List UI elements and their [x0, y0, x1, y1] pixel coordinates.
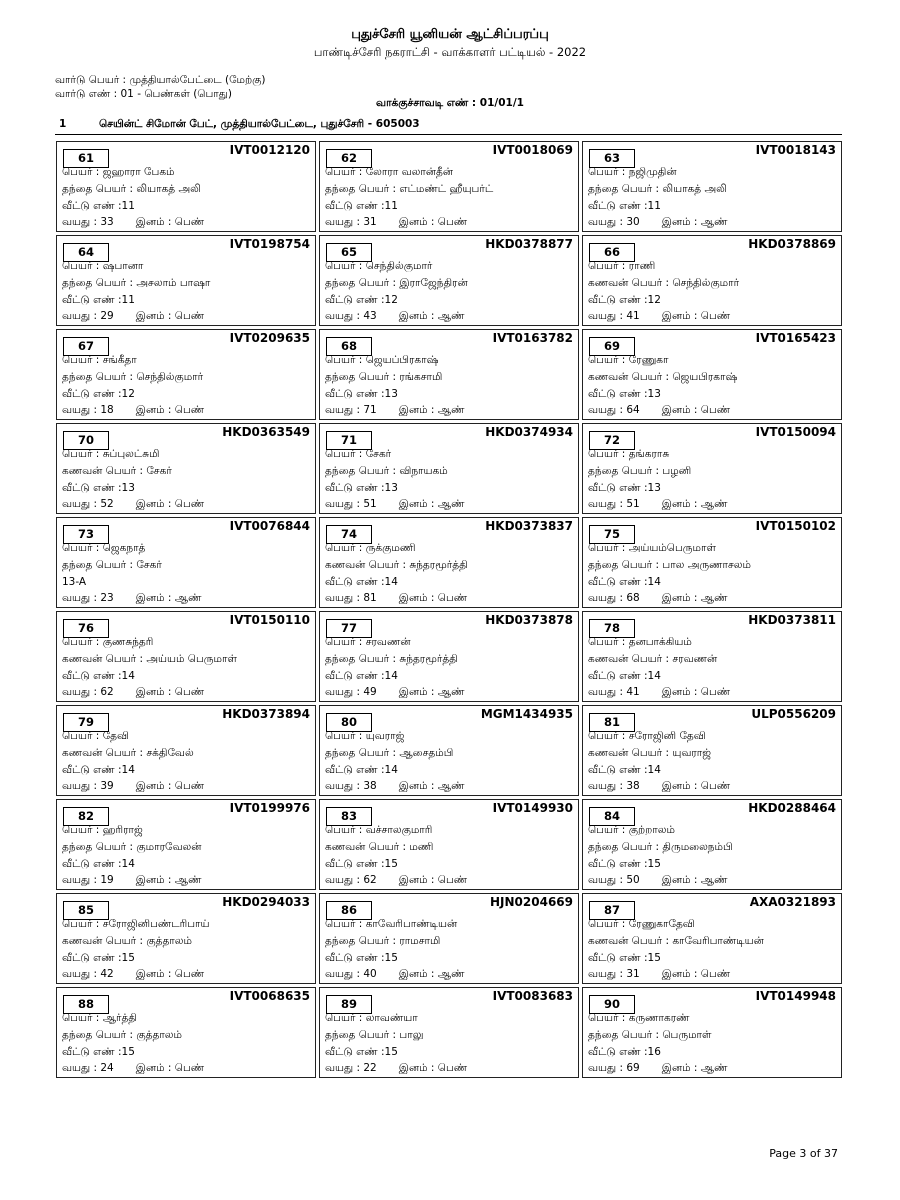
epic-number: HKD0378877	[485, 237, 573, 251]
serial-number: 63	[589, 149, 635, 168]
relation-name: தந்தை பெயர் : ராமசாமி	[325, 935, 441, 947]
gender: இனம் : பெண்	[398, 1062, 468, 1074]
voter-card	[319, 235, 579, 326]
gender: இனம் : பெண்	[398, 216, 468, 228]
house-number: வீட்டு எண் :13	[588, 482, 661, 494]
serial-number: 65	[326, 243, 372, 262]
epic-number: IVT0018069	[492, 143, 573, 157]
relation-name: தந்தை பெயர் : பழனி	[588, 465, 692, 477]
relation-name: தந்தை பெயர் : விநாயகம்	[325, 465, 448, 477]
age: வயது : 42	[62, 968, 114, 980]
serial-number: 86	[326, 901, 372, 920]
age: வயது : 31	[325, 216, 377, 228]
section-number: 1	[59, 118, 67, 130]
gender: இனம் : பெண்	[135, 686, 205, 698]
voter-name: பெயர் : காவேரிபாண்டியன்	[325, 918, 458, 930]
serial-number: 84	[589, 807, 635, 826]
voter-card	[319, 799, 579, 890]
epic-number: IVT0198754	[229, 237, 310, 251]
serial-number: 76	[63, 619, 109, 638]
voter-name: பெயர் : தேவி	[62, 730, 129, 742]
voter-card	[56, 799, 316, 890]
voter-name: பெயர் : சேகர்	[325, 448, 392, 460]
section-header	[55, 118, 842, 135]
gender: இனம் : பெண்	[135, 780, 205, 792]
epic-number: IVT0199976	[229, 801, 310, 815]
epic-number: IVT0150094	[755, 425, 836, 439]
relation-name: தந்தை பெயர் : திருமலைநம்பி	[588, 841, 733, 853]
relation-name: தந்தை பெயர் : லியாகத் அலி	[62, 183, 201, 195]
house-number: வீட்டு எண் :14	[588, 576, 661, 588]
gender: இனம் : ஆண்	[135, 592, 202, 604]
epic-number: HKD0288464	[748, 801, 836, 815]
relation-name: தந்தை பெயர் : குத்தாலம்	[62, 1029, 182, 1041]
house-number: வீட்டு எண் :14	[588, 764, 661, 776]
gender: இனம் : பெண்	[135, 216, 205, 228]
voter-card	[582, 799, 842, 890]
house-number: வீட்டு எண் :15	[588, 858, 661, 870]
voter-card	[319, 611, 579, 702]
voter-card	[56, 705, 316, 796]
voter-card	[582, 893, 842, 984]
voter-card	[319, 517, 579, 608]
gender: இனம் : பெண்	[398, 592, 468, 604]
voter-card	[56, 235, 316, 326]
serial-number: 73	[63, 525, 109, 544]
serial-number: 71	[326, 431, 372, 450]
age: வயது : 41	[588, 310, 640, 322]
house-number: வீட்டு எண் :15	[325, 1046, 398, 1058]
age: வயது : 43	[325, 310, 377, 322]
relation-name: கணவன் பெயர் : காவேரிபாண்டியன்	[588, 935, 764, 947]
voter-name: பெயர் : சுப்புலட்சுமி	[62, 448, 160, 460]
voter-name: பெயர் : குணசுந்தரி	[62, 636, 154, 648]
age-gender-row	[325, 216, 467, 229]
age: வயது : 18	[62, 404, 114, 416]
age-gender-row	[588, 780, 730, 793]
booth-number: வாக்குச்சாவடி எண் : 01/01/1	[376, 97, 524, 109]
epic-number: IVT0163782	[492, 331, 573, 345]
ward-number: வார்டு எண் : 01 - பெண்கள் (பொது)	[55, 88, 232, 100]
epic-number: HKD0373811	[748, 613, 836, 627]
voter-card	[582, 611, 842, 702]
house-number: வீட்டு எண் :13	[325, 388, 398, 400]
gender: இனம் : ஆண்	[398, 968, 465, 980]
gender: இனம் : ஆண்	[661, 592, 728, 604]
age: வயது : 51	[325, 498, 377, 510]
serial-number: 61	[63, 149, 109, 168]
house-number: வீட்டு எண் :14	[62, 858, 135, 870]
voter-name: பெயர் : குற்றாலம்	[588, 824, 675, 836]
house-number: வீட்டு எண் :16	[588, 1046, 661, 1058]
voter-card	[582, 329, 842, 420]
epic-number: HKD0374934	[485, 425, 573, 439]
age: வயது : 31	[588, 968, 640, 980]
age-gender-row	[325, 780, 464, 793]
house-number: வீட்டு எண் :14	[325, 670, 398, 682]
voter-card	[582, 517, 842, 608]
relation-name: கணவன் பெயர் : சக்திவேல்	[62, 747, 194, 759]
house-number: வீட்டு எண் :12	[325, 294, 398, 306]
age-gender-row	[62, 592, 201, 605]
voter-card	[582, 423, 842, 514]
voter-card	[319, 329, 579, 420]
gender: இனம் : பெண்	[661, 310, 731, 322]
voter-card	[582, 987, 842, 1078]
house-number: வீட்டு எண் :11	[588, 200, 661, 212]
serial-number: 72	[589, 431, 635, 450]
gender: இனம் : ஆண்	[661, 1062, 728, 1074]
house-number: வீட்டு எண் :11	[62, 294, 135, 306]
age-gender-row	[588, 1062, 727, 1075]
gender: இனம் : ஆண்	[661, 216, 728, 228]
relation-name: கணவன் பெயர் : செந்தில்குமார்	[588, 277, 740, 289]
voter-name: பெயர் : அய்யம்பெருமாள்	[588, 542, 716, 554]
age-gender-row	[325, 310, 464, 323]
epic-number: IVT0068635	[229, 989, 310, 1003]
relation-name: தந்தை பெயர் : பால அருணாசலம்	[588, 559, 751, 571]
serial-number: 69	[589, 337, 635, 356]
relation-name: கணவன் பெயர் : யுவராஜ்	[588, 747, 712, 759]
epic-number: IVT0076844	[229, 519, 310, 533]
age: வயது : 69	[588, 1062, 640, 1074]
voter-name: பெயர் : வச்சாலகுமாரி	[325, 824, 433, 836]
epic-number: IVT0083683	[492, 989, 573, 1003]
age: வயது : 39	[62, 780, 114, 792]
voter-name: பெயர் : தங்கராசு	[588, 448, 670, 460]
gender: இனம் : பெண்	[661, 780, 731, 792]
house-number: வீட்டு எண் :15	[62, 952, 135, 964]
page-title: புதுச்சேரி யூனியன் ஆட்சிப்பரப்பு	[351, 27, 549, 42]
voter-card	[582, 235, 842, 326]
age: வயது : 49	[325, 686, 377, 698]
voter-name: பெயர் : ருக்குமணி	[325, 542, 416, 554]
voter-card	[56, 611, 316, 702]
serial-number: 77	[326, 619, 372, 638]
epic-number: HJN0204669	[490, 895, 573, 909]
serial-number: 79	[63, 713, 109, 732]
voter-card	[319, 987, 579, 1078]
voter-card	[319, 141, 579, 232]
relation-name: கணவன் பெயர் : மணி	[325, 841, 434, 853]
age-gender-row	[62, 780, 204, 793]
voter-card	[582, 141, 842, 232]
voter-card	[582, 705, 842, 796]
serial-number: 78	[589, 619, 635, 638]
epic-number: HKD0373894	[222, 707, 310, 721]
house-number: 13-A	[62, 576, 87, 588]
relation-name: தந்தை பெயர் : செந்தில்குமார்	[62, 371, 204, 383]
house-number: வீட்டு எண் :15	[325, 952, 398, 964]
gender: இனம் : பெண்	[661, 968, 731, 980]
age-gender-row	[325, 404, 464, 417]
serial-number: 81	[589, 713, 635, 732]
gender: இனம் : பெண்	[135, 310, 205, 322]
relation-name: தந்தை பெயர் : சேகர்	[62, 559, 162, 571]
age: வயது : 38	[325, 780, 377, 792]
gender: இனம் : ஆண்	[135, 874, 202, 886]
age-gender-row	[588, 404, 730, 417]
epic-number: HKD0378869	[748, 237, 836, 251]
age-gender-row	[325, 874, 467, 887]
epic-number: IVT0150110	[229, 613, 310, 627]
age: வயது : 51	[588, 498, 640, 510]
house-number: வீட்டு எண் :13	[588, 388, 661, 400]
epic-number: IVT0150102	[755, 519, 836, 533]
age-gender-row	[325, 1062, 467, 1075]
epic-number: AXA0321893	[749, 895, 836, 909]
voter-name: பெயர் : யுவராஜ்	[325, 730, 405, 742]
age: வயது : 24	[62, 1062, 114, 1074]
relation-name: கணவன் பெயர் : சுந்தரமூர்த்தி	[325, 559, 468, 571]
voter-card	[56, 329, 316, 420]
voter-name: பெயர் : ஹரிராஜ்	[62, 824, 143, 836]
voter-name: பெயர் : கருணாகரண்	[588, 1012, 690, 1024]
voter-name: பெயர் : சரவணன்	[325, 636, 411, 648]
voter-card	[56, 517, 316, 608]
voter-name: பெயர் : சரோஜினி தேவி	[588, 730, 706, 742]
epic-number: IVT0149948	[755, 989, 836, 1003]
age-gender-row	[62, 968, 204, 981]
gender: இனம் : பெண்	[135, 1062, 205, 1074]
age-gender-row	[62, 310, 204, 323]
gender: இனம் : ஆண்	[661, 874, 728, 886]
voter-card	[56, 423, 316, 514]
voter-card	[319, 705, 579, 796]
house-number: வீட்டு எண் :13	[62, 482, 135, 494]
ward-name: வார்டு பெயர் : முத்தியால்பேட்டை (மேற்கு)	[55, 74, 266, 86]
gender: இனம் : ஆண்	[398, 780, 465, 792]
voter-name: பெயர் : சங்கீதா	[62, 354, 137, 366]
age: வயது : 22	[325, 1062, 377, 1074]
epic-number: IVT0018143	[755, 143, 836, 157]
serial-number: 82	[63, 807, 109, 826]
age-gender-row	[588, 968, 730, 981]
epic-number: HKD0373878	[485, 613, 573, 627]
age-gender-row	[62, 216, 204, 229]
house-number: வீட்டு எண் :11	[325, 200, 398, 212]
epic-number: HKD0373837	[485, 519, 573, 533]
serial-number: 62	[326, 149, 372, 168]
house-number: வீட்டு எண் :14	[325, 764, 398, 776]
house-number: வீட்டு எண் :15	[325, 858, 398, 870]
relation-name: கணவன் பெயர் : சரவணன்	[588, 653, 718, 665]
gender: இனம் : பெண்	[398, 874, 468, 886]
gender: இனம் : பெண்	[135, 498, 205, 510]
voter-card	[56, 893, 316, 984]
serial-number: 85	[63, 901, 109, 920]
gender: இனம் : பெண்	[135, 968, 205, 980]
age: வயது : 33	[62, 216, 114, 228]
page-subtitle: பாண்டிச்சேரி நகராட்சி - வாக்காளர் பட்டியல் - 2022	[313, 45, 587, 59]
gender: இனம் : பெண்	[661, 404, 731, 416]
serial-number: 66	[589, 243, 635, 262]
serial-number: 87	[589, 901, 635, 920]
relation-name: கணவன் பெயர் : ஜெயபிரகாஷ்	[588, 371, 738, 383]
voter-name: பெயர் : ஜஹாரா பேகம்	[62, 166, 175, 178]
voter-name: பெயர் : ரேணுகா	[588, 354, 669, 366]
epic-number: HKD0363549	[222, 425, 310, 439]
voter-name: பெயர் : லாவண்யா	[325, 1012, 418, 1024]
age: வயது : 23	[62, 592, 114, 604]
serial-number: 83	[326, 807, 372, 826]
voter-name: பெயர் : ராணி	[588, 260, 656, 272]
serial-number: 75	[589, 525, 635, 544]
epic-number: IVT0209635	[229, 331, 310, 345]
relation-name: தந்தை பெயர் : ஆசைதம்பி	[325, 747, 454, 759]
serial-number: 64	[63, 243, 109, 262]
age: வயது : 38	[588, 780, 640, 792]
voter-card	[319, 893, 579, 984]
epic-number: IVT0165423	[755, 331, 836, 345]
age: வயது : 52	[62, 498, 114, 510]
relation-name: தந்தை பெயர் : பாலு	[325, 1029, 424, 1041]
serial-number: 88	[63, 995, 109, 1014]
serial-number: 70	[63, 431, 109, 450]
house-number: வீட்டு எண் :14	[588, 670, 661, 682]
house-number: வீட்டு எண் :14	[325, 576, 398, 588]
age-gender-row	[62, 686, 204, 699]
age: வயது : 62	[62, 686, 114, 698]
age: வயது : 29	[62, 310, 114, 322]
age-gender-row	[588, 498, 727, 511]
section-name: செயின்ட் சிமோன் பேட், முத்தியால்பேட்டை, புதுச்சேரி - 605003	[99, 118, 420, 130]
relation-name: தந்தை பெயர் : இராஜேந்திரன்	[325, 277, 468, 289]
age-gender-row	[588, 686, 730, 699]
gender: இனம் : ஆண்	[398, 498, 465, 510]
voter-name: பெயர் : லோரா வலான்தீன்	[325, 166, 454, 178]
relation-name: தந்தை பெயர் : சுந்தரமூர்த்தி	[325, 653, 458, 665]
relation-name: தந்தை பெயர் : அசலாம் பாஷா	[62, 277, 211, 289]
relation-name: கணவன் பெயர் : சேகர்	[62, 465, 172, 477]
age: வயது : 64	[588, 404, 640, 416]
page-number: Page 3 of 37	[769, 1147, 838, 1160]
age: வயது : 71	[325, 404, 377, 416]
age-gender-row	[325, 686, 464, 699]
serial-number: 67	[63, 337, 109, 356]
age-gender-row	[588, 874, 727, 887]
age-gender-row	[325, 968, 464, 981]
voter-card	[56, 987, 316, 1078]
epic-number: MGM1434935	[480, 707, 573, 721]
gender: இனம் : பெண்	[135, 404, 205, 416]
epic-number: IVT0012120	[229, 143, 310, 157]
age: வயது : 62	[325, 874, 377, 886]
age-gender-row	[325, 592, 467, 605]
age-gender-row	[325, 498, 464, 511]
voter-name: பெயர் : நஜிமுதின்	[588, 166, 677, 178]
house-number: வீட்டு எண் :14	[62, 670, 135, 682]
voter-name: பெயர் : செந்தில்குமார்	[325, 260, 433, 272]
epic-number: IVT0149930	[492, 801, 573, 815]
serial-number: 89	[326, 995, 372, 1014]
voter-card	[56, 141, 316, 232]
gender: இனம் : ஆண்	[398, 686, 465, 698]
age: வயது : 68	[588, 592, 640, 604]
age-gender-row	[588, 216, 727, 229]
age-gender-row	[62, 874, 201, 887]
voter-grid	[56, 141, 842, 1078]
voter-name: பெயர் : ஜெயப்பிரகாஷ்	[325, 354, 439, 366]
relation-name: தந்தை பெயர் : குமாரவேலன்	[62, 841, 202, 853]
age-gender-row	[62, 1062, 204, 1075]
voter-name: பெயர் : ஆர்த்தி	[62, 1012, 137, 1024]
relation-name: கணவன் பெயர் : அய்யம் பெருமாள்	[62, 653, 237, 665]
house-number: வீட்டு எண் :15	[62, 1046, 135, 1058]
house-number: வீட்டு எண் :15	[588, 952, 661, 964]
age-gender-row	[62, 404, 204, 417]
relation-name: தந்தை பெயர் : பெருமாள்	[588, 1029, 712, 1041]
relation-name: கணவன் பெயர் : குத்தாலம்	[62, 935, 192, 947]
serial-number: 90	[589, 995, 635, 1014]
age-gender-row	[588, 310, 730, 323]
relation-name: தந்தை பெயர் : லியாகத் அலி	[588, 183, 727, 195]
voter-name: பெயர் : சரோஜினிபண்டரிபாய்	[62, 918, 210, 930]
age: வயது : 30	[588, 216, 640, 228]
gender: இனம் : பெண்	[661, 686, 731, 698]
gender: இனம் : ஆண்	[661, 498, 728, 510]
serial-number: 74	[326, 525, 372, 544]
voter-name: பெயர் : ரேணுகாதேவி	[588, 918, 695, 930]
epic-number: HKD0294033	[222, 895, 310, 909]
voter-name: பெயர் : தனபாக்கியம்	[588, 636, 692, 648]
voter-name: பெயர் : ஜெகநாத்	[62, 542, 146, 554]
age: வயது : 50	[588, 874, 640, 886]
relation-name: தந்தை பெயர் : ரங்கசாமி	[325, 371, 443, 383]
house-number: வீட்டு எண் :13	[325, 482, 398, 494]
age: வயது : 81	[325, 592, 377, 604]
house-number: வீட்டு எண் :12	[588, 294, 661, 306]
voter-name: பெயர் : ஷபானா	[62, 260, 144, 272]
gender: இனம் : ஆண்	[398, 404, 465, 416]
age: வயது : 40	[325, 968, 377, 980]
gender: இனம் : ஆண்	[398, 310, 465, 322]
house-number: வீட்டு எண் :11	[62, 200, 135, 212]
epic-number: ULP0556209	[751, 707, 836, 721]
age-gender-row	[588, 592, 727, 605]
house-number: வீட்டு எண் :12	[62, 388, 135, 400]
age-gender-row	[62, 498, 204, 511]
serial-number: 80	[326, 713, 372, 732]
age: வயது : 19	[62, 874, 114, 886]
age: வயது : 41	[588, 686, 640, 698]
serial-number: 68	[326, 337, 372, 356]
voter-card	[319, 423, 579, 514]
house-number: வீட்டு எண் :14	[62, 764, 135, 776]
relation-name: தந்தை பெயர் : எட்மண்ட் ஹீயுபர்ட்	[325, 183, 494, 195]
